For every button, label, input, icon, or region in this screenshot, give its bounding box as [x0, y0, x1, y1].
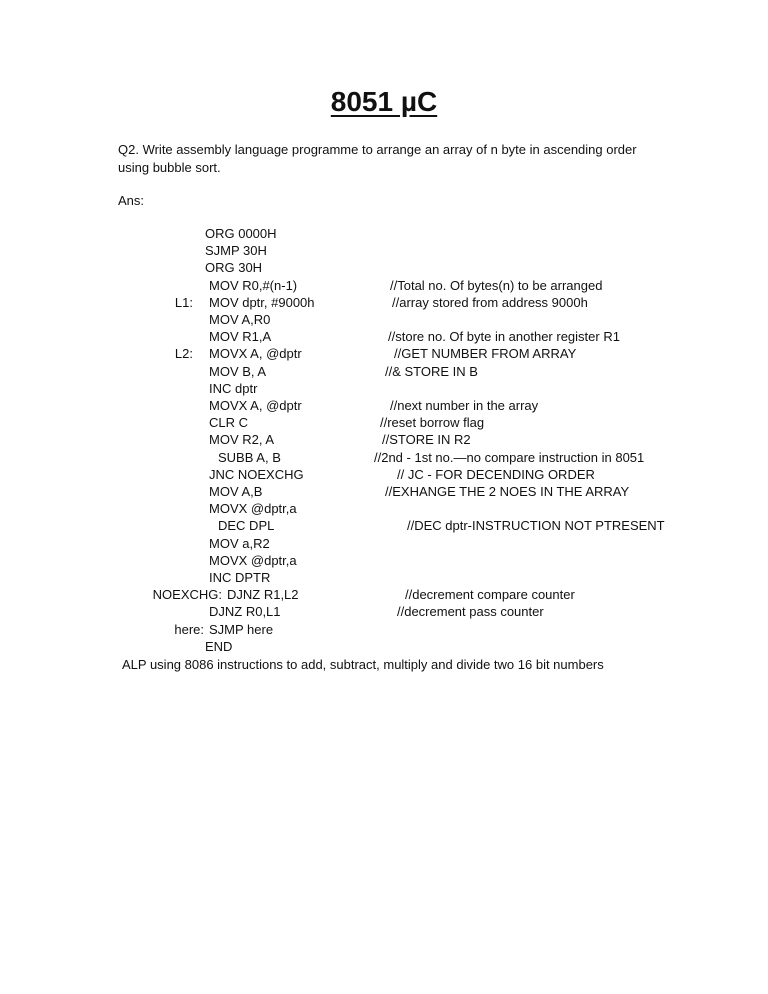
code-comment: //GET NUMBER FROM ARRAY [394, 346, 577, 362]
code-label: L1: [174, 294, 193, 310]
code-comment: //& STORE IN B [385, 363, 478, 379]
code-line [0, 552, 768, 569]
code-line [0, 586, 768, 603]
code-comment: //decrement pass counter [397, 604, 544, 620]
code-label: L2: [174, 346, 193, 362]
code-instruction: MOV dptr, #9000h [209, 294, 315, 310]
code-line [0, 380, 768, 397]
code-comment: //EXHANGE THE 2 NOES IN THE ARRAY [385, 484, 630, 499]
code-line [0, 294, 768, 311]
code-line [0, 603, 768, 620]
code-instruction: DJNZ R1,L2 [227, 587, 299, 603]
code-instruction: SJMP here [209, 621, 274, 637]
code-line [0, 621, 768, 638]
code-instruction: MOV R1,A [209, 329, 272, 345]
code-instruction: SJMP 30H [205, 243, 267, 259]
code-comment: //array stored from address 9000h [392, 294, 588, 310]
code-line [0, 397, 768, 414]
code-comment: //2nd - 1st no.—no compare instruction in 8051 [374, 449, 645, 465]
code-comment: // JC - FOR DECENDING ORDER [397, 466, 595, 482]
code-line [0, 535, 768, 552]
code-line [0, 277, 768, 294]
question-text: Q2. Write assembly language programme to arrange an array of n byte in ascending order using bubble sort. [118, 142, 637, 175]
code-instruction: MOV a,R2 [209, 535, 270, 551]
code-line [0, 483, 768, 500]
footer-text: ALP using 8086 instructions to add, subtract, multiply and divide two 16 bit numbers [122, 657, 604, 672]
code-instruction: MOVX A, @dptr [209, 398, 302, 413]
code-line [0, 259, 768, 276]
code-instruction: DJNZ R0,L1 [209, 604, 281, 620]
code-comment: //reset borrow flag [380, 415, 485, 431]
code-line [0, 517, 768, 534]
code-line [0, 345, 768, 362]
code-line [0, 242, 768, 259]
code-instruction: SUBB A, B [218, 449, 281, 465]
code-instruction: MOVX @dptr,a [209, 501, 297, 517]
code-instruction: MOVX @dptr,a [209, 552, 297, 568]
code-line [0, 414, 768, 431]
code-instruction: INC DPTR [209, 570, 271, 585]
code-line [0, 500, 768, 517]
code-line [0, 328, 768, 345]
code-instruction: DEC DPL [218, 518, 275, 534]
answer-label: Ans: [118, 193, 145, 208]
code-instruction: INC dptr [209, 380, 258, 396]
code-comment: //DEC dptr-INSTRUCTION NOT PTRESENT [407, 518, 665, 534]
code-instruction: JNC NOEXCHG [209, 466, 304, 482]
code-line [0, 638, 768, 655]
code-comment: //store no. Of byte in another register R1 [388, 329, 620, 345]
code-line [0, 449, 768, 466]
code-instruction: CLR C [209, 415, 249, 431]
code-comment: //decrement compare counter [405, 587, 575, 603]
code-instruction: MOV R2, A [209, 432, 275, 448]
code-comment: //next number in the array [390, 398, 539, 413]
code-label: NOEXCHG: [152, 587, 222, 603]
code-instruction: END [205, 638, 233, 654]
code-comment: //STORE IN R2 [382, 432, 471, 448]
code-instruction: ORG 30H [205, 260, 263, 276]
code-instruction: ORG 0000H [205, 226, 277, 241]
code-instruction: MOV R0,#(n-1) [209, 277, 298, 293]
page-title: 8051 µC [330, 86, 438, 117]
code-label: here: [174, 621, 204, 637]
code-line [0, 431, 768, 448]
code-line [0, 466, 768, 483]
code-line [0, 225, 768, 242]
code-instruction: MOV B, A [209, 363, 267, 379]
code-instruction: MOV A,R0 [209, 312, 271, 327]
code-line [0, 311, 768, 328]
code-line [0, 363, 768, 380]
code-instruction: MOVX A, @dptr [209, 346, 302, 362]
code-line [0, 569, 768, 586]
code-instruction: MOV A,B [209, 484, 263, 499]
code-comment: //Total no. Of bytes(n) to be arranged [390, 277, 603, 293]
